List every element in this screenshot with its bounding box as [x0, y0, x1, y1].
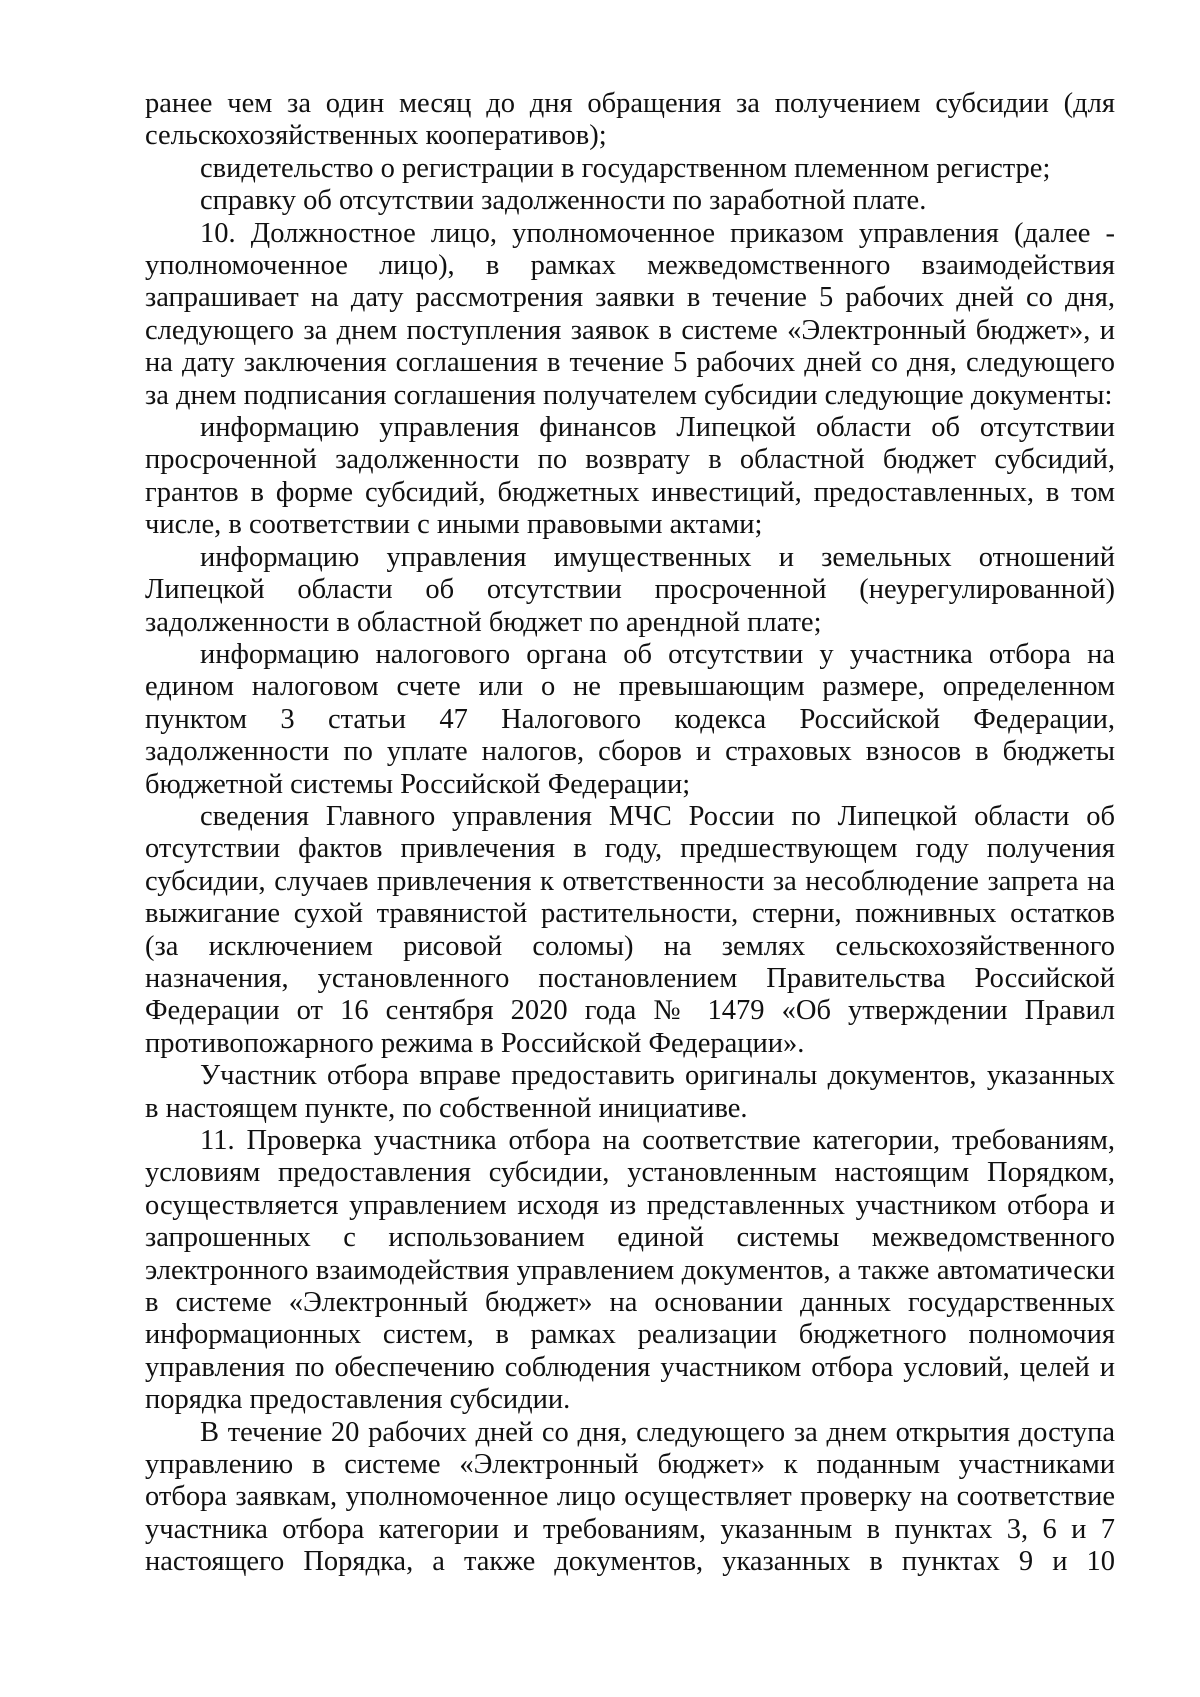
paragraph-property-info: информацию управления имущественных и земельных отношений Липецкой области об отсутствии просроченной (неурегулированной) задолженности в областной бюджет по арендной плате; [145, 541, 1115, 638]
paragraph-breeding-registry: свидетельство о регистрации в государственном племенном регистре; [200, 152, 1051, 184]
paragraph-tax-info: информацию налогового органа об отсутствии у участника отбора на едином налоговом счете или о не превышающим размере, определенном пунктом 3 статьи 47 Налогового кодекса Российской Федерации, задолженности по уплате налогов, сборов и страховых взносов в бюджеты бюджетной системы Российской Федерации; [145, 638, 1115, 800]
paragraph-salary-debt: справку об отсутствии задолженности по заработной плате. [200, 185, 927, 217]
paragraph-item-10: 10. Должностное лицо, уполномоченное приказом управления (далее - уполномоченное лицо), в рамках межведомственного взаимодействия запрашивает на дату рассмотрения заявки в течение 5 рабочих дней со дня, следующего за днем поступления заявок в системе «Электронный бюджет», и на дату заключения соглашения в течение 5 рабочих дней со дня, следующего за днем подписания соглашения получателем субсидии следующие документы: [145, 217, 1115, 411]
paragraph-item-11: 11. Проверка участника отбора на соответствие категории, требованиям, условиям предоставления субсидии, установленным настоящим Порядком, осуществляется управлением исходя из представленных участником отбора и запрошенных с использованием единой системы межведомственного электронного взаимодействия управлением документов, а также автоматически в системе «Электронный бюджет» на основании данных государственных информационных систем, в рамках реализации бюджетного полномочия управления по обеспечению соблюдения участником отбора условий, целей и порядка предоставления субсидии. [145, 1125, 1115, 1416]
paragraph-finance-info: информацию управления финансов Липецкой области об отсутствии просроченной задолженности по возврату в областной бюджет субсидий, грантов в форме субсидий, бюджетных инвестиций, предоставленных, в том числе, в соответствии с иными правовыми актами; [145, 412, 1115, 541]
document-page [145, 88, 1115, 1579]
paragraph-emergency-info: сведения Главного управления МЧС России по Липецкой области об отсутствии фактов привлечения в году, предшествующем году получения субсидии, случаев привлечения к ответственности за несоблюдение запрета на выжигание сухой травянистой растительности, стерни, пожнивных остатков (за исключением рисовой соломы) на землях сельскохозяйственного назначения, установленного постановлением Правительства Российской Федерации от 16 сентября 2020 года № 1479 «Об утверждении Правил противопожарного режима в Российской Федерации». [145, 800, 1115, 1059]
paragraph-originals: Участник отбора вправе предоставить оригиналы документов, указанных в настоящем пункте, по собственной инициативе. [145, 1060, 1115, 1124]
paragraph-continuation: ранее чем за один месяц до дня обращения за получением субсидии (для сельскохозяйственных кооперативов); [145, 88, 1115, 152]
paragraph-review-period: В течение 20 рабочих дней со дня, следующего за днем открытия доступа управлению в системе «Электронный бюджет» к поданным участниками отбора заявкам, уполномоченное лицо осуществляет проверку на соответствие участника отбора категории и требованиям, указанным в пунктах 3, 6 и 7 настоящего Порядка, а также документов, указанных в пунктах 9 и 10 [145, 1416, 1115, 1578]
